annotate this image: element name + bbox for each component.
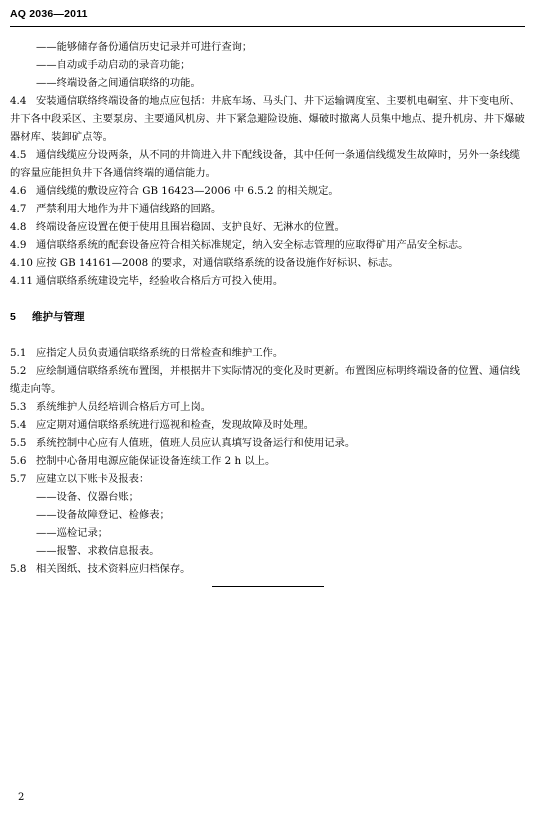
clause-number: 5.2 [10, 365, 27, 377]
header-rule [10, 26, 525, 27]
list-item: ——设备故障登记、检修表； [36, 509, 170, 521]
section-number: 5 [10, 311, 16, 323]
clause-text: 应指定人员负责通信联络系统的日常检查和维护工作。 [36, 347, 284, 359]
clause-4-9 [10, 236, 525, 254]
clause-text: 应建立以下账卡及报表： [36, 473, 150, 485]
clause-4-10 [10, 254, 525, 272]
clause-number: 4.9 [10, 239, 27, 251]
clause-5-6 [10, 452, 525, 470]
clause-number: 4.8 [10, 221, 27, 233]
page-number: 2 [18, 792, 25, 803]
clause-text: 通信联络系统的配套设备应符合相关标准规定，纳入安全标志管理的应取得矿用产品安全标志。 [36, 239, 469, 251]
clause-5-8 [10, 560, 525, 578]
clause-5-2 [10, 362, 525, 398]
clause-text: 严禁利用大地作为井下通信线路的回路。 [36, 203, 222, 215]
end-of-document-rule [212, 586, 324, 587]
clause-number: 5.6 [10, 455, 27, 467]
clause-text: 应定期对通信联络系统进行巡视和检查，发现故障及时处理。 [36, 419, 315, 431]
document-body [10, 38, 525, 578]
clause-4-4 [10, 92, 525, 146]
list-item: ——报警、求救信息报表。 [36, 545, 160, 557]
clause-number: 5.1 [10, 347, 27, 359]
clause-5-1 [10, 344, 525, 362]
clause-text: 安装通信联络终端设备的地点应包括：井底车场、马头门、井下运输调度室、主要机电硐室、井下变电所、井下各中段采区、主要泵房、主要通风机房、井下紧急避险设施、爆破时撤离人员集中地点、提升机房、井下爆破器材库、装卸矿点等。 [10, 95, 525, 143]
list-item: ——终端设备之间通信联络的功能。 [36, 77, 201, 89]
clause-text: 系统维护人员经培训合格后方可上岗。 [36, 401, 212, 413]
list-item: ——巡检记录； [36, 527, 109, 539]
clause-number: 4.10 [10, 257, 33, 269]
clause-number: 5.4 [10, 419, 27, 431]
clause-text: 终端设备应设置在便于使用且围岩稳固、支护良好、无淋水的位置。 [36, 221, 345, 233]
clause-text: 应绘制通信联络系统布置图，并根据井下实际情况的变化及时更新。布置图应标明终端设备的位置、通信线缆走向等。 [10, 365, 520, 395]
clause-text: 通信线缆的敷设应符合 GB 16423—2006 中 6.5.2 的相关规定。 [36, 185, 339, 197]
clause-number: 4.4 [10, 95, 27, 107]
clause-text: 控制中心备用电源应能保证设备连续工作 2 h 以上。 [36, 455, 276, 467]
clause-number: 4.11 [10, 275, 33, 287]
section-title: 维护与管理 [32, 311, 85, 323]
list-item: ——设备、仪器台账； [36, 491, 139, 503]
clause-text: 相关图纸、技术资料应归档保存。 [36, 563, 191, 575]
clause-text: 通信线缆应分设两条，从不同的井筒进入井下配线设备，其中任何一条通信线缆发生故障时，另外一条线缆的容量应能担负井下各通信终端的通信能力。 [10, 149, 520, 179]
standard-code-header: AQ 2036—2011 [10, 8, 88, 20]
clause-text: 系统控制中心应有人值班，值班人员应认真填写设备运行和使用记录。 [36, 437, 356, 449]
clause-number: 5.5 [10, 437, 27, 449]
clause-number: 5.3 [10, 401, 27, 413]
clause-text: 通信联络系统建设完毕，经验收合格后方可投入使用。 [36, 275, 284, 287]
clause-number: 4.7 [10, 203, 27, 215]
clause-4-5 [10, 146, 525, 182]
list-item: ——自动或手动启动的录音功能； [36, 59, 191, 71]
clause-4-7 [10, 200, 525, 218]
clause-5-5 [10, 434, 525, 452]
clause-5-3 [10, 398, 525, 416]
clause-4-11 [10, 272, 525, 290]
clause-5-7 [10, 470, 525, 488]
section-5-heading [10, 308, 525, 326]
clause-4-8 [10, 218, 525, 236]
clause-number: 5.8 [10, 563, 27, 575]
clause-5-4 [10, 416, 525, 434]
clause-text: 应按 GB 14161—2008 的要求，对通信联络系统的设备设施作好标识、标志。 [36, 257, 399, 269]
clause-4-6 [10, 182, 525, 200]
clause-number: 4.5 [10, 149, 27, 161]
list-item: ——能够储存备份通信历史记录并可进行查询； [36, 41, 253, 53]
clause-number: 4.6 [10, 185, 27, 197]
clause-number: 5.7 [10, 473, 27, 485]
